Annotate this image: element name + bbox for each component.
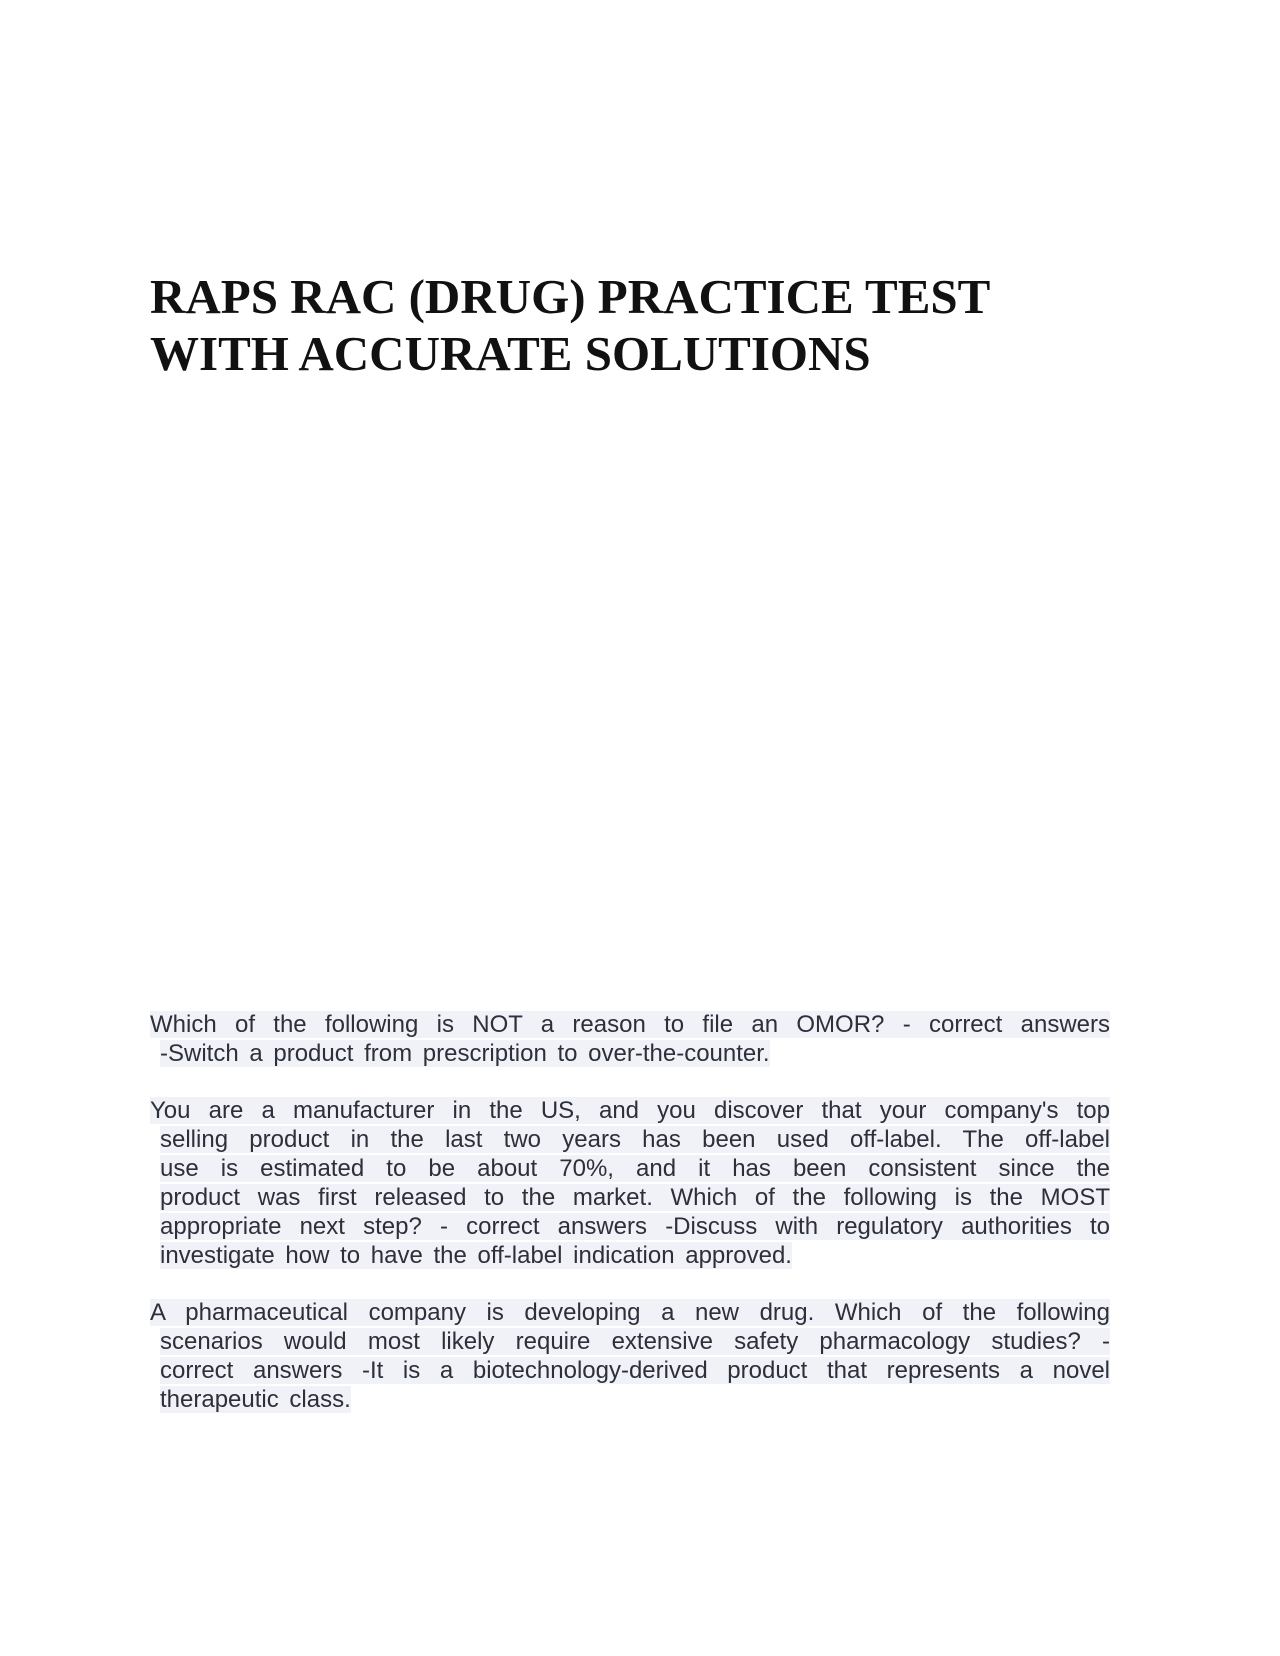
- text-line: investigate how to have the off-label indication approved.: [160, 1242, 792, 1269]
- text-line: You are a manufacturer in the US, and you discover that your company's top: [150, 1097, 1110, 1124]
- text-line: -Switch a product from prescription to over-the-counter.: [160, 1040, 770, 1067]
- text-line: scenarios would most likely require extensive safety pharmacology studies? -: [160, 1328, 1110, 1355]
- question-answer-2: [150, 1096, 1110, 1270]
- document-body: [150, 1010, 1110, 1442]
- text-line: selling product in the last two years has been used off-label. The off-label: [160, 1126, 1110, 1153]
- text-line: A pharmaceutical company is developing a new drug. Which of the following: [150, 1299, 1110, 1326]
- title-line-2: WITH ACCURATE SOLUTIONS: [150, 326, 871, 381]
- text-line: appropriate next step? - correct answers -Discuss with regulatory authorities to: [160, 1213, 1110, 1240]
- question-answer-3: [150, 1298, 1110, 1414]
- title-line-1: RAPS RAC (DRUG) PRACTICE TEST: [150, 269, 991, 324]
- question-answer-1: [150, 1010, 1110, 1068]
- text-line: product was first released to the market. Which of the following is the MOST: [160, 1184, 1110, 1211]
- text-line: use is estimated to be about 70%, and it has been consistent since the: [160, 1155, 1110, 1182]
- text-line: correct answers -It is a biotechnology-derived product that represents a novel: [160, 1357, 1110, 1384]
- text-line: Which of the following is NOT a reason to file an OMOR? - correct answers: [150, 1011, 1110, 1038]
- document-title: [150, 268, 1130, 382]
- text-line: therapeutic class.: [160, 1386, 351, 1413]
